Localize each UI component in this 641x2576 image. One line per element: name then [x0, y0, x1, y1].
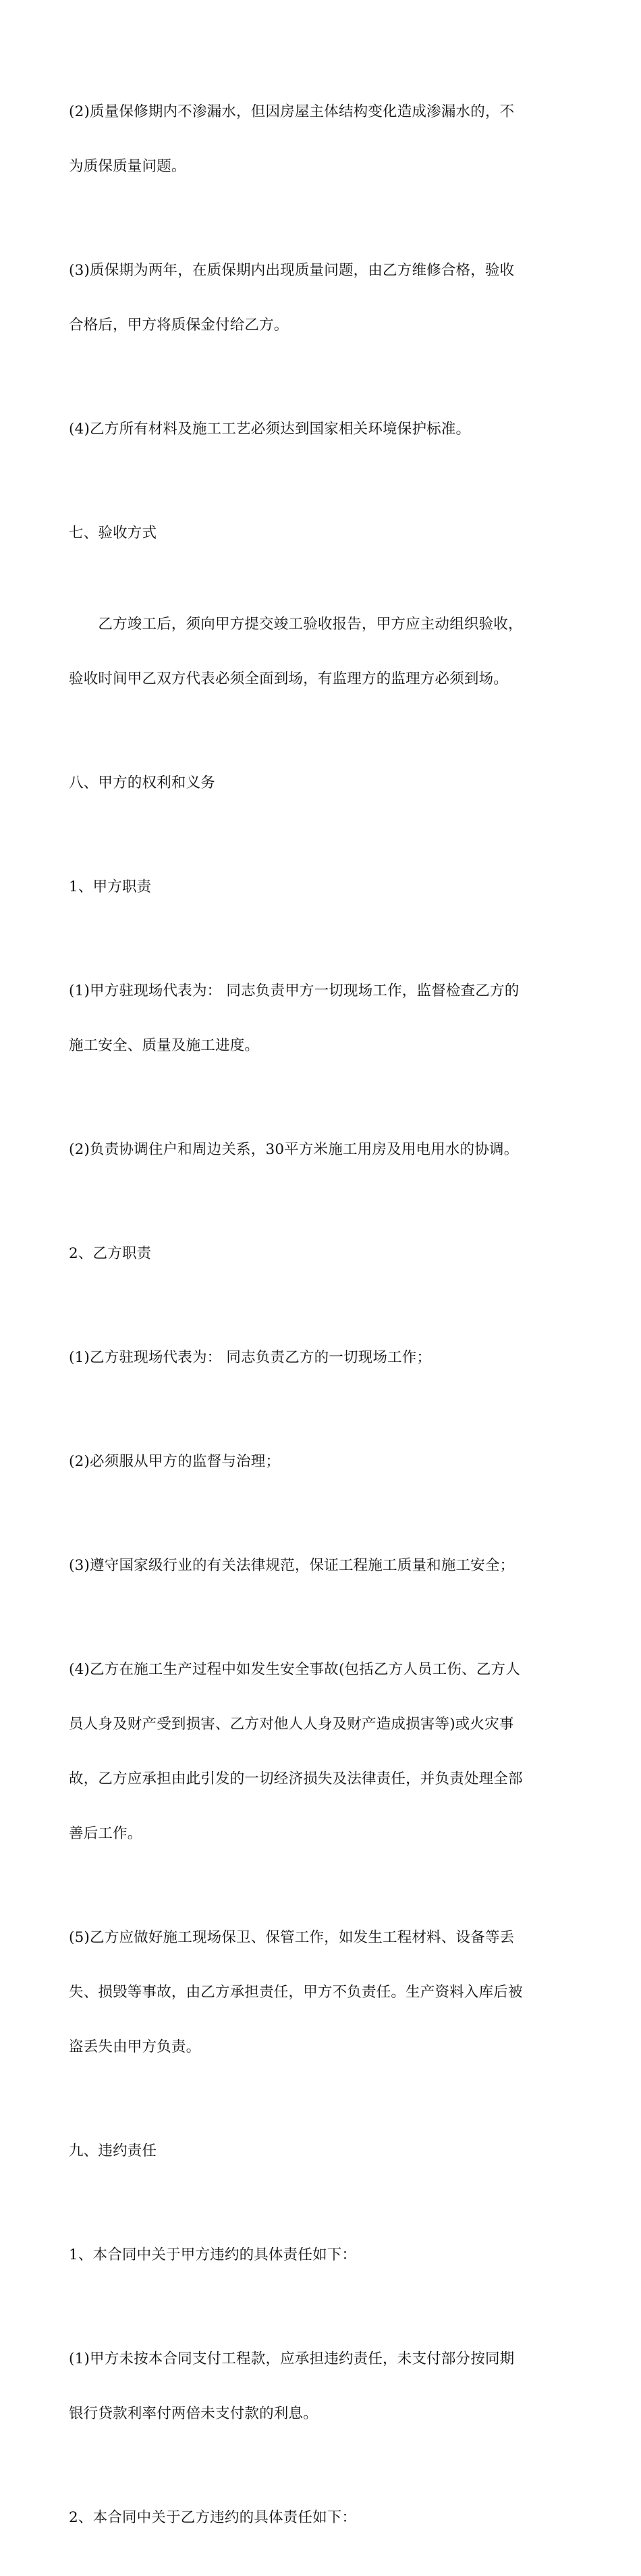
subsection-heading [69, 2472, 576, 2563]
paragraph [69, 579, 576, 725]
paragraph [69, 384, 576, 475]
paragraph [69, 225, 576, 371]
text-line: (5)乙方应做好施工现场保卫、保管工作，如发生工程材料、设备等丢 [69, 1929, 515, 1946]
text-line: 七、验收方式 [69, 525, 157, 542]
document-page [69, 66, 576, 2576]
text-line: 施工安全、质量及施工进度。 [69, 1037, 260, 1054]
section-heading [69, 737, 576, 829]
subsection-heading [69, 841, 576, 932]
text-line: (2)负责协调住户和周边关系，30平方米施工用房及用电用水的协调。 [69, 1141, 519, 1158]
text-line: 合格后，甲方将质保金付给乙方。 [69, 317, 289, 334]
paragraph [69, 1520, 576, 1611]
text-line: (1)甲方未按本合同支付工程款，应承担违约责任，未支付部分按同期 [69, 2350, 515, 2367]
text-line: 故，乙方应承担由此引发的一切经济损失及法律责任，并负责处理全部 [69, 1770, 523, 1787]
text-line: (3)质保期为两年，在质保期内出现质量问题，由乙方维修合格，验收 [69, 262, 515, 279]
text-line: 1、本合同中关于甲方违约的具体责任如下： [69, 2246, 357, 2263]
text-line: (4)乙方所有材料及施工工艺必须达到国家相关环境保护标准。 [69, 421, 471, 438]
text-line: 乙方竣工后，须向甲方提交竣工验收报告，甲方应主动组织验收， [69, 616, 523, 633]
section-heading [69, 488, 576, 579]
text-line: 八、甲方的权利和义务 [69, 774, 216, 791]
text-line: (1)甲方驻现场代表为： 同志负责甲方一切现场工作，监督检查乙方的 [69, 982, 520, 999]
text-line: 盗丢失由甲方负责。 [69, 2039, 201, 2055]
paragraph [69, 66, 576, 212]
text-line: (1)乙方驻现场代表为： 同志负责乙方的一切现场工作； [69, 1349, 432, 1366]
text-line: 为质保质量问题。 [69, 158, 186, 175]
text-line: (2)必须服从甲方的监督与治理； [69, 1453, 281, 1470]
text-line: 善后工作。 [69, 1825, 142, 1842]
paragraph [69, 1312, 576, 1403]
subsection-heading [69, 2209, 576, 2301]
text-line: 失、损毁等事故，由乙方承担责任，甲方不负责任。生产资料入库后被 [69, 1984, 523, 2001]
text-line: 九、违约责任 [69, 2143, 157, 2159]
text-line: 2、本合同中关于乙方违约的具体责任如下： [69, 2509, 357, 2526]
paragraph [69, 1892, 576, 2093]
text-line: 1、甲方职责 [69, 878, 152, 895]
text-line: (3)遵守国家级行业的有关法律规范，保证工程施工质量和施工安全； [69, 1557, 515, 1574]
text-line: 员人身及财产受到损害、乙方对他人人身及财产造成损害等)或火灾事 [69, 1716, 514, 1733]
text-line: 银行贷款利率付两倍未支付款的利息。 [69, 2405, 318, 2422]
text-line: 验收时间甲乙双方代表必须全面到场，有监理方的监理方必须到场。 [69, 671, 509, 687]
paragraph [69, 1416, 576, 1507]
paragraph [69, 1624, 576, 1879]
subsection-heading [69, 1208, 576, 1299]
text-line: (2)质量保修期内不渗漏水，但因房屋主体结构变化造成渗漏水的，不 [69, 103, 515, 120]
text-line: (4)乙方在施工生产过程中如发生安全事故(包括乙方人员工伤、乙方人 [69, 1661, 520, 1678]
section-heading [69, 2105, 576, 2197]
paragraph [69, 945, 576, 1091]
paragraph [69, 2313, 576, 2459]
paragraph [69, 1104, 576, 1195]
text-line: 2、乙方职责 [69, 1245, 152, 1262]
